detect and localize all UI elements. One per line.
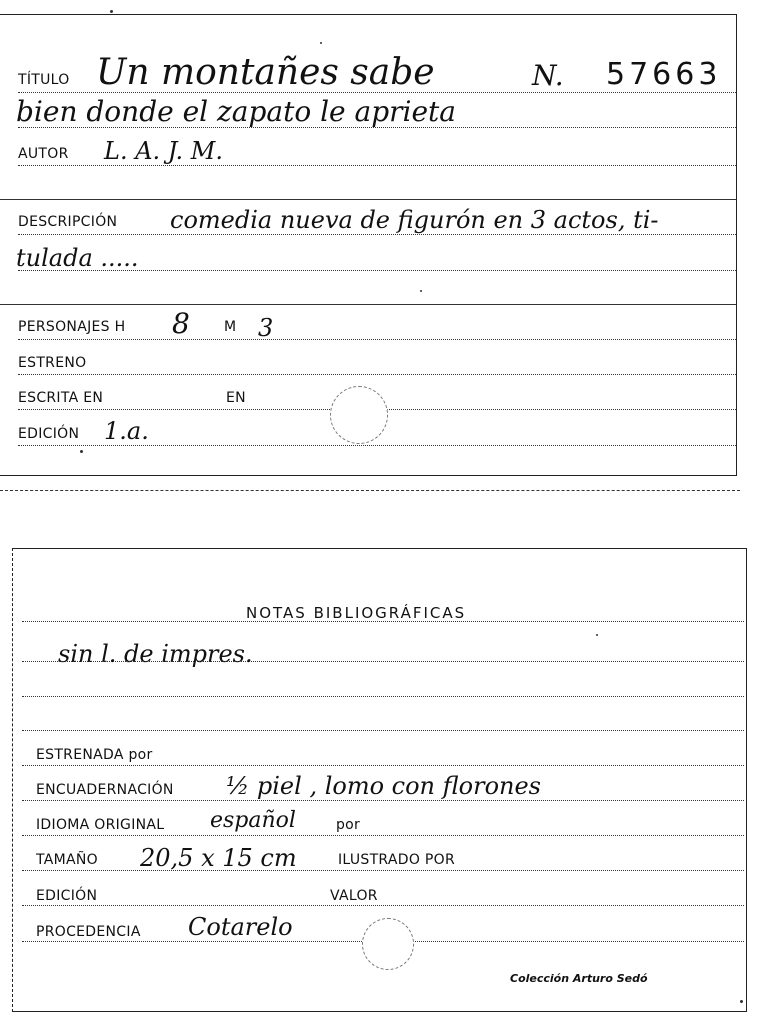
section-divider xyxy=(0,304,736,305)
coleccion-footer: Colección Arturo Sedó xyxy=(510,972,648,985)
dotted-line xyxy=(18,339,736,340)
dotted-line xyxy=(22,870,744,871)
ilustrado-por-label: ILUSTRADO POR xyxy=(338,852,455,868)
estrenada-label: ESTRENADA por xyxy=(36,747,153,763)
scan-speck xyxy=(740,1000,743,1003)
dotted-line xyxy=(18,165,736,166)
dotted-line xyxy=(22,905,744,906)
personajes-hombres: 8 xyxy=(172,307,190,340)
section-divider xyxy=(0,199,736,200)
personajes-mujeres: 3 xyxy=(258,314,274,342)
scan-speck xyxy=(110,10,113,13)
dotted-line xyxy=(22,696,744,697)
descripcion-handwriting-2: tulada ..... xyxy=(16,244,139,272)
dotted-line xyxy=(18,127,736,128)
idioma-original-label: IDIOMA ORIGINAL xyxy=(36,817,165,833)
dotted-line xyxy=(22,800,744,801)
scan-speck xyxy=(80,450,83,453)
titulo-label: TÍTULO xyxy=(18,72,70,88)
notas-bibliograficas-title: NOTAS BIBLIOGRÁFICAS xyxy=(246,604,467,622)
procedencia-handwriting: Cotarelo xyxy=(188,913,293,941)
dotted-line xyxy=(22,765,744,766)
edicion-label: EDICIÓN xyxy=(18,426,80,442)
catalog-number: 57663 xyxy=(606,57,722,92)
dotted-line xyxy=(18,234,736,235)
procedencia-label: PROCEDENCIA xyxy=(36,924,141,940)
valor-label: VALOR xyxy=(330,888,378,904)
notas-handwriting: sin l. de impres. xyxy=(58,640,253,668)
autor-handwriting: L. A. J. M. xyxy=(104,137,224,165)
descripcion-label: DESCRIPCIÓN xyxy=(18,214,118,230)
tamano-handwriting: 20,5 x 15 cm xyxy=(140,844,297,872)
dotted-line xyxy=(22,661,744,662)
titulo-handwriting-1: Un montañes sabe xyxy=(96,52,435,93)
dotted-line xyxy=(18,270,736,271)
dotted-line xyxy=(22,835,744,836)
tamano-label: TAMAÑO xyxy=(36,852,98,868)
titulo-handwriting-2: bien donde el zapato le aprieta xyxy=(16,95,456,128)
escrita-en-label: ESCRITA EN xyxy=(18,390,104,406)
dotted-line xyxy=(18,445,736,446)
scan-speck xyxy=(596,634,598,636)
hole-punch-mark xyxy=(330,386,388,444)
dotted-line xyxy=(22,730,744,731)
hole-punch-mark xyxy=(362,918,414,970)
descripcion-handwriting-1: comedia nueva de figurón en 3 actos, ti- xyxy=(170,206,659,234)
scan-speck xyxy=(420,290,422,292)
personajes-label: PERSONAJES H xyxy=(18,319,126,335)
number-prefix: N. xyxy=(532,59,564,92)
personajes-m-label: M xyxy=(224,319,237,335)
idioma-handwriting: español xyxy=(210,808,296,833)
por-label: por xyxy=(336,817,361,833)
scan-speck xyxy=(320,42,322,44)
dotted-line xyxy=(18,374,736,375)
edicion-handwriting: 1.a. xyxy=(104,417,149,445)
edicion-2-label: EDICIÓN xyxy=(36,888,98,904)
autor-label: AUTOR xyxy=(18,146,69,162)
scan-cut-line xyxy=(0,490,740,491)
estreno-label: ESTRENO xyxy=(18,355,87,371)
dotted-line xyxy=(18,92,736,93)
dotted-line xyxy=(22,621,744,622)
en-label: EN xyxy=(226,390,246,406)
encuadernacion-handwriting: ½ piel , lomo con florones xyxy=(226,772,541,800)
encuadernacion-label: ENCUADERNACIÓN xyxy=(36,782,174,798)
